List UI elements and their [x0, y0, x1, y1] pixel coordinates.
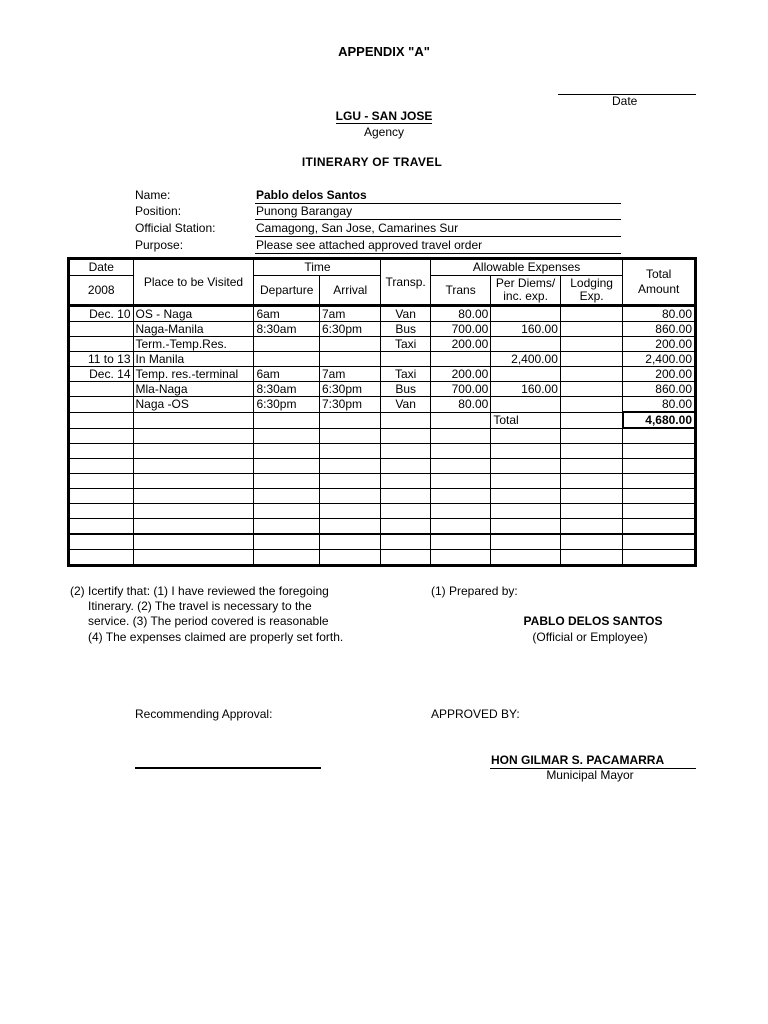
table-cell-empty — [69, 550, 134, 566]
table-cell-arr — [319, 337, 381, 352]
table-cell-trans: 200.00 — [430, 367, 490, 382]
table-cell-empty — [560, 519, 622, 535]
table-cell-total: 200.00 — [623, 367, 696, 382]
table-cell-empty — [319, 444, 381, 459]
table-cell-empty — [381, 489, 430, 504]
table-cell-empty — [381, 534, 430, 550]
recommending-approval-label: Recommending Approval: — [135, 707, 273, 721]
header-place: Place to be Visited — [133, 259, 254, 306]
table-cell-total: 860.00 — [623, 322, 696, 337]
total-label: Total — [491, 412, 561, 428]
table-cell-empty — [69, 504, 134, 519]
table-total-row — [69, 412, 696, 428]
approved-by-label: APPROVED BY: — [431, 707, 520, 721]
table-cell-empty — [623, 444, 696, 459]
table-cell-empty — [623, 428, 696, 444]
info-purpose-value: Please see attached approved travel order — [256, 238, 483, 252]
prepared-by-label: (1) Prepared by: — [431, 584, 518, 598]
table-cell-empty — [319, 550, 381, 566]
header-lodging: Lodging Exp. — [560, 276, 622, 306]
table-cell-arr: 6:30pm — [319, 322, 381, 337]
header-arrival: Arrival — [319, 276, 381, 306]
table-cell-empty — [491, 489, 561, 504]
table-cell-lodging — [560, 397, 622, 413]
table-cell-empty — [319, 504, 381, 519]
table-cell-trans: 80.00 — [430, 306, 490, 322]
table-cell-empty — [381, 504, 430, 519]
info-underline — [255, 219, 621, 220]
table-cell-empty — [69, 412, 134, 428]
table-cell-date — [69, 382, 134, 397]
table-cell-empty — [381, 474, 430, 489]
table-cell-empty — [430, 504, 490, 519]
table-cell-empty — [491, 428, 561, 444]
table-cell-date — [69, 337, 134, 352]
table-cell-empty — [491, 504, 561, 519]
table-cell-empty — [623, 550, 696, 566]
table-cell-place: OS - Naga — [133, 306, 254, 322]
header-trans: Trans — [430, 276, 490, 306]
table-cell-transp — [381, 352, 430, 367]
table-cell-empty — [319, 412, 381, 428]
table-cell-empty — [254, 534, 320, 550]
table-cell-lodging — [560, 367, 622, 382]
table-cell-lodging — [560, 306, 622, 322]
table-cell-empty — [430, 489, 490, 504]
approver-name: HON GILMAR S. PACAMARRA — [491, 753, 665, 767]
table-cell-place: Mla-Naga — [133, 382, 254, 397]
table-cell-perdiem — [491, 397, 561, 413]
appendix-title: APPENDIX "A" — [338, 44, 430, 59]
table-cell-empty — [133, 489, 254, 504]
table-cell-dep — [254, 352, 320, 367]
table-row-blank — [69, 534, 696, 550]
table-cell-date: Dec. 14 — [69, 367, 134, 382]
table-cell-dep: 6am — [254, 306, 320, 322]
table-cell-date: Dec. 10 — [69, 306, 134, 322]
table-cell-empty — [430, 444, 490, 459]
certify-line-2: Itinerary. (2) The travel is necessary to the — [88, 599, 312, 613]
table-cell-empty — [381, 550, 430, 566]
table-cell-empty — [133, 444, 254, 459]
table-cell-empty — [319, 519, 381, 535]
table-cell-empty — [133, 550, 254, 566]
table-cell-empty — [69, 444, 134, 459]
table-row-blank — [69, 444, 696, 459]
table-cell-empty — [560, 444, 622, 459]
itinerary-table — [67, 257, 697, 567]
table-cell-total: 860.00 — [623, 382, 696, 397]
table-cell-empty — [381, 412, 430, 428]
table-cell-empty — [319, 428, 381, 444]
table-cell-empty — [623, 459, 696, 474]
table-cell-empty — [254, 550, 320, 566]
table-cell-empty — [430, 459, 490, 474]
table-cell-empty — [623, 474, 696, 489]
table-cell-empty — [254, 474, 320, 489]
table-cell-empty — [133, 459, 254, 474]
table-row-blank — [69, 489, 696, 504]
table-cell-empty — [430, 412, 490, 428]
certify-line-4: (4) The expenses claimed are properly set forth. — [88, 630, 344, 644]
table-cell-empty — [560, 459, 622, 474]
table-cell-empty — [254, 412, 320, 428]
table-row-blank — [69, 550, 696, 566]
table-row — [69, 322, 696, 337]
table-cell-empty — [69, 534, 134, 550]
agency-label: Agency — [363, 125, 405, 139]
table-cell-total: 80.00 — [623, 397, 696, 413]
table-cell-trans: 200.00 — [430, 337, 490, 352]
table-cell-empty — [560, 550, 622, 566]
header-per-diems: Per Diems/ inc. exp. — [491, 276, 561, 306]
info-purpose-label: Purpose: — [135, 238, 184, 252]
table-row-blank — [69, 504, 696, 519]
header-year: 2008 — [69, 276, 134, 306]
table-cell-trans — [430, 352, 490, 367]
table-cell-empty — [319, 474, 381, 489]
date-label: Date — [612, 94, 638, 108]
table-cell-dep: 6:30pm — [254, 397, 320, 413]
table-cell-transp: Van — [381, 397, 430, 413]
header-time: Time — [254, 259, 381, 276]
preparer-role: (Official or Employee) — [532, 630, 648, 644]
info-station-value: Camagong, San Jose, Camarines Sur — [256, 221, 459, 235]
table-cell-empty — [254, 444, 320, 459]
table-cell-place: Term.-Temp.Res. — [133, 337, 254, 352]
table-row-blank — [69, 428, 696, 444]
table-row — [69, 352, 696, 367]
table-cell-empty — [491, 459, 561, 474]
table-cell-empty — [69, 428, 134, 444]
table-cell-perdiem — [491, 306, 561, 322]
table-cell-transp: Taxi — [381, 367, 430, 382]
table-cell-empty — [69, 459, 134, 474]
header-transp: Transp. — [381, 259, 430, 306]
table-cell-empty — [491, 550, 561, 566]
table-cell-empty — [254, 489, 320, 504]
table-cell-empty — [319, 459, 381, 474]
table-cell-empty — [623, 504, 696, 519]
table-cell-empty — [69, 474, 134, 489]
table-cell-empty — [430, 519, 490, 535]
table-cell-empty — [430, 474, 490, 489]
table-cell-lodging — [560, 322, 622, 337]
info-underline — [255, 236, 621, 237]
table-cell-transp: Taxi — [381, 337, 430, 352]
table-cell-perdiem — [491, 337, 561, 352]
table-cell-empty — [254, 459, 320, 474]
table-cell-arr: 7:30pm — [319, 397, 381, 413]
table-cell-arr: 7am — [319, 306, 381, 322]
table-cell-date — [69, 322, 134, 337]
table-cell-lodging — [560, 352, 622, 367]
table-cell-empty — [133, 519, 254, 535]
table-cell-total: 200.00 — [623, 337, 696, 352]
table-cell-dep: 8:30am — [254, 382, 320, 397]
table-cell-empty — [560, 504, 622, 519]
table-cell-empty — [381, 459, 430, 474]
table-cell-place: Naga-Manila — [133, 322, 254, 337]
table-cell-empty — [133, 412, 254, 428]
table-cell-date — [69, 397, 134, 413]
table-row — [69, 397, 696, 413]
info-position-label: Position: — [135, 204, 182, 218]
table-cell-empty — [560, 412, 622, 428]
table-cell-empty — [623, 489, 696, 504]
table-cell-empty — [381, 444, 430, 459]
table-cell-empty — [491, 534, 561, 550]
table-row-blank — [69, 474, 696, 489]
info-underline — [255, 253, 621, 254]
table-cell-total: 80.00 — [623, 306, 696, 322]
table-cell-empty — [560, 489, 622, 504]
table-cell-dep: 8:30am — [254, 322, 320, 337]
table-row — [69, 337, 696, 352]
total-value: 4,680.00 — [623, 412, 696, 428]
table-cell-total: 2,400.00 — [623, 352, 696, 367]
table-row-blank — [69, 459, 696, 474]
info-position-value: Punong Barangay — [256, 204, 353, 218]
table-cell-date: 11 to 13 — [69, 352, 134, 367]
document-title: ITINERARY OF TRAVEL — [301, 155, 443, 169]
table-cell-empty — [69, 489, 134, 504]
table-cell-empty — [254, 504, 320, 519]
table-row — [69, 306, 696, 322]
table-cell-place: Naga -OS — [133, 397, 254, 413]
table-cell-arr — [319, 352, 381, 367]
header-allowable-expenses: Allowable Expenses — [430, 259, 623, 276]
table-cell-arr: 7am — [319, 367, 381, 382]
header-total-amount: Total Amount — [623, 259, 696, 306]
table-cell-empty — [430, 550, 490, 566]
info-name-label: Name: — [135, 188, 171, 202]
table-cell-empty — [319, 534, 381, 550]
agency-name: LGU - SAN JOSE — [335, 109, 433, 123]
table-cell-empty — [133, 504, 254, 519]
preparer-name: PABLO DELOS SANTOS — [523, 614, 663, 628]
header-departure: Departure — [254, 276, 320, 306]
info-station-label: Official Station: — [135, 221, 216, 235]
table-cell-trans: 80.00 — [430, 397, 490, 413]
table-cell-perdiem — [491, 367, 561, 382]
table-cell-dep: 6am — [254, 367, 320, 382]
approver-title: Municipal Mayor — [546, 768, 634, 782]
table-row-blank — [69, 519, 696, 535]
table-cell-empty — [491, 474, 561, 489]
certify-line-3: service. (3) The period covered is reasonable — [88, 614, 329, 628]
table-cell-trans: 700.00 — [430, 322, 490, 337]
table-cell-place: Temp. res.-terminal — [133, 367, 254, 382]
table-row — [69, 367, 696, 382]
recommending-signature-line — [135, 767, 321, 769]
table-cell-empty — [430, 534, 490, 550]
header-date: Date — [69, 259, 134, 276]
table-cell-place: In Manila — [133, 352, 254, 367]
table-cell-lodging — [560, 382, 622, 397]
table-cell-empty — [560, 534, 622, 550]
certify-line-1: (2) Icertify that: (1) I have reviewed the foregoing — [70, 584, 329, 598]
table-cell-empty — [133, 428, 254, 444]
table-cell-empty — [491, 444, 561, 459]
table-cell-empty — [133, 534, 254, 550]
table-cell-trans: 700.00 — [430, 382, 490, 397]
table-cell-empty — [623, 519, 696, 535]
table-cell-perdiem: 160.00 — [491, 382, 561, 397]
table-cell-arr: 6:30pm — [319, 382, 381, 397]
table-cell-empty — [381, 428, 430, 444]
table-cell-empty — [430, 428, 490, 444]
table-cell-perdiem: 160.00 — [491, 322, 561, 337]
table-cell-transp: Bus — [381, 322, 430, 337]
info-name-value: Pablo delos Santos — [256, 188, 367, 202]
table-cell-transp: Bus — [381, 382, 430, 397]
table-cell-empty — [560, 428, 622, 444]
table-cell-empty — [381, 519, 430, 535]
table-cell-lodging — [560, 337, 622, 352]
table-cell-empty — [623, 534, 696, 550]
table-cell-empty — [133, 474, 254, 489]
table-cell-empty — [254, 428, 320, 444]
table-cell-dep — [254, 337, 320, 352]
table-cell-empty — [254, 519, 320, 535]
table-cell-empty — [319, 489, 381, 504]
table-cell-empty — [69, 519, 134, 535]
table-cell-transp: Van — [381, 306, 430, 322]
table-cell-empty — [491, 519, 561, 535]
table-cell-perdiem: 2,400.00 — [491, 352, 561, 367]
table-row — [69, 382, 696, 397]
table-cell-empty — [560, 474, 622, 489]
